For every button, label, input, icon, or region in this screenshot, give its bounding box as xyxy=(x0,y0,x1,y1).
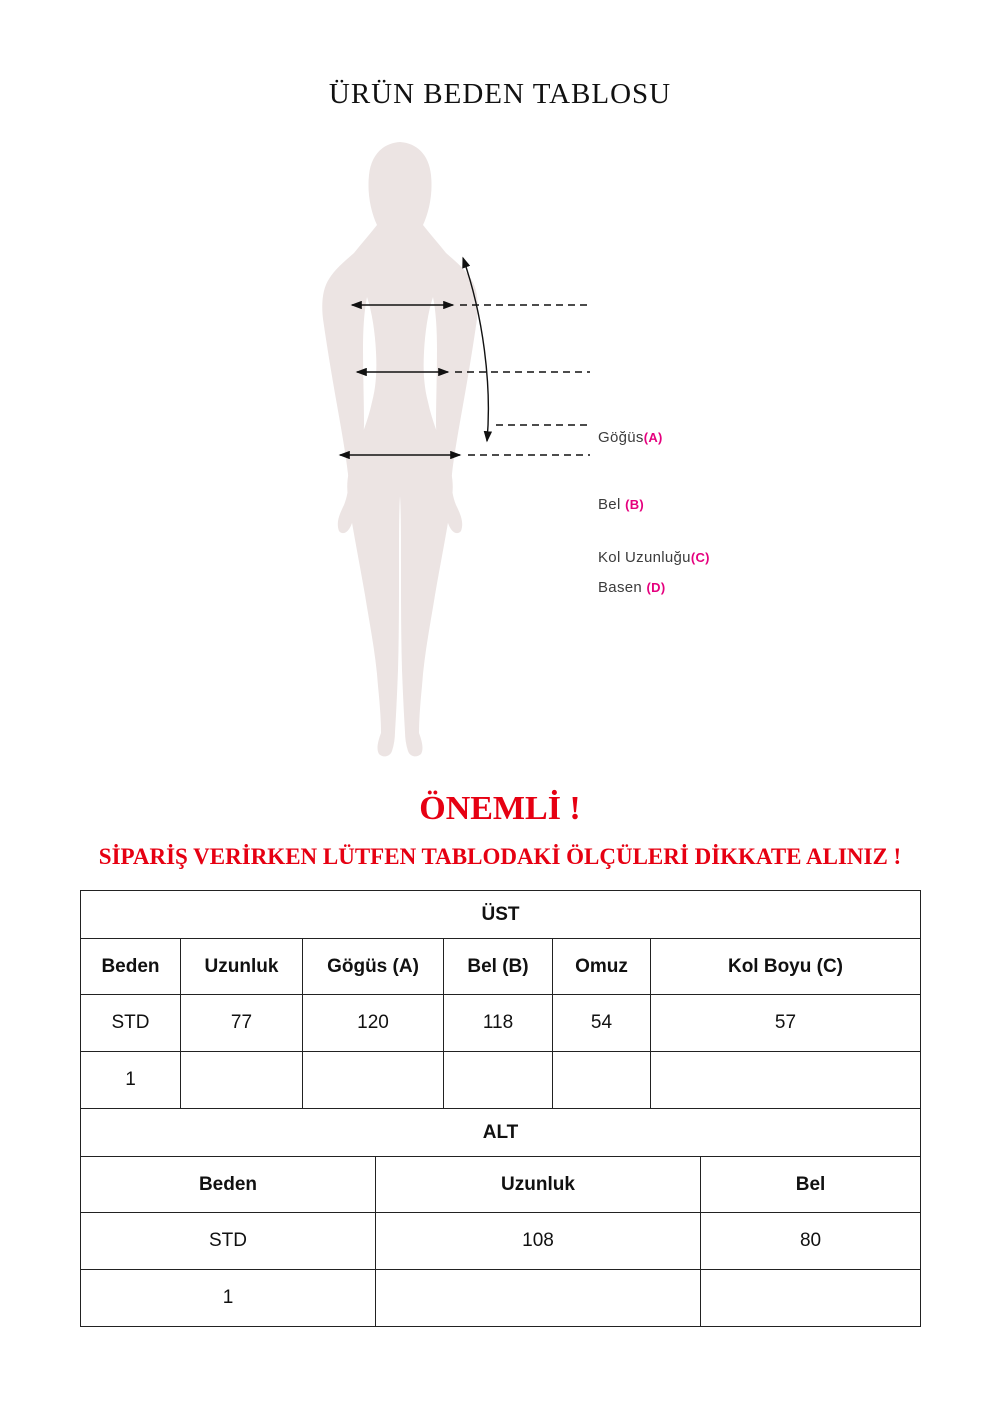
important-subheading: SİPARİŞ VERİRKEN LÜTFEN TABLODAKİ ÖLÇÜLERİ DİKKATE ALINIZ ! xyxy=(98,844,902,869)
label-arm-length xyxy=(598,549,710,566)
table-cell: 57 xyxy=(651,995,921,1052)
label-arm-text: Kol Uzunluğu xyxy=(598,549,691,566)
column-header: Bel (B) xyxy=(444,939,553,995)
label-chest-letter: (A) xyxy=(643,430,663,445)
table-row xyxy=(81,939,921,995)
table-cell: 80 xyxy=(701,1213,921,1270)
table-row xyxy=(81,1213,921,1270)
table-cell xyxy=(181,1052,303,1109)
table-cell: 1 xyxy=(81,1052,181,1109)
table-cell xyxy=(303,1052,444,1109)
table-row xyxy=(81,995,921,1052)
table-cell: 118 xyxy=(444,995,553,1052)
table-row xyxy=(81,1270,921,1327)
table-row xyxy=(81,1052,921,1109)
label-hip-text: Basen xyxy=(598,579,647,596)
page-title: ÜRÜN BEDEN TABLOSU xyxy=(328,78,672,110)
table-cell xyxy=(701,1270,921,1327)
table-cell xyxy=(651,1052,921,1109)
column-header: Gögüs (A) xyxy=(303,939,444,995)
label-chest-text: Göğüs xyxy=(598,429,644,446)
label-hip xyxy=(598,579,665,596)
label-chest xyxy=(598,429,663,446)
table-alt xyxy=(80,1108,921,1327)
size-diagram xyxy=(0,140,1000,760)
table-cell: 120 xyxy=(303,995,444,1052)
label-waist-text: Bel xyxy=(598,496,626,513)
measurement-arrows xyxy=(300,245,600,475)
label-hip-letter: (D) xyxy=(646,580,666,595)
table-cell xyxy=(444,1052,553,1109)
column-header: Kol Boyu (C) xyxy=(651,939,921,995)
label-waist xyxy=(598,496,644,513)
table-cell xyxy=(553,1052,651,1109)
table-cell xyxy=(376,1270,701,1327)
ust-table-title: ÜST xyxy=(81,891,921,939)
table-cell: 108 xyxy=(376,1213,701,1270)
column-header: Uzunluk xyxy=(376,1157,701,1213)
column-header: Omuz xyxy=(553,939,651,995)
alt-table-title: ALT xyxy=(81,1109,921,1157)
arm-length-arrow xyxy=(463,258,488,441)
column-header: Beden xyxy=(81,1157,376,1213)
table-cell: STD xyxy=(81,995,181,1052)
table-cell: 77 xyxy=(181,995,303,1052)
table-row xyxy=(81,1109,921,1157)
column-header: Uzunluk xyxy=(181,939,303,995)
label-arm-letter: (C) xyxy=(690,550,710,565)
table-row xyxy=(81,891,921,939)
table-cell: 1 xyxy=(81,1270,376,1327)
important-heading: ÖNEMLİ ! xyxy=(419,790,581,827)
size-tables xyxy=(80,890,920,1327)
table-cell: STD xyxy=(81,1213,376,1270)
table-ust xyxy=(80,890,921,1109)
label-waist-letter: (B) xyxy=(625,497,645,512)
table-row xyxy=(81,1157,921,1213)
table-cell: 54 xyxy=(553,995,651,1052)
column-header: Beden xyxy=(81,939,181,995)
column-header: Bel xyxy=(701,1157,921,1213)
